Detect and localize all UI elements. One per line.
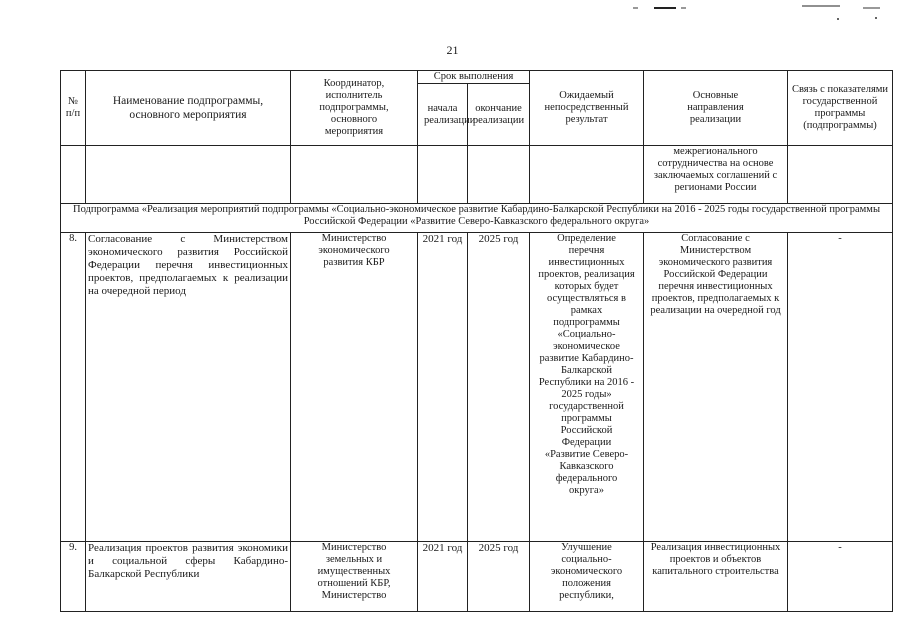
row-start: 2021 год xyxy=(418,233,468,542)
continuation-directions: межрегионального сотрудничества на основе заключаемых соглашений с регионами России xyxy=(644,146,788,204)
page-number: 21 xyxy=(446,43,459,57)
header-link: Связь с показателями государственной программы (подпрограммы) xyxy=(788,71,893,146)
row-end: 2025 год xyxy=(468,542,530,612)
header-coordinator: Координатор, исполнитель подпрограммы, основного мероприятия xyxy=(291,71,418,146)
row-expected: Улучшение социально-экономического положения республики, xyxy=(530,542,644,612)
row-link: - xyxy=(788,233,893,542)
row-expected: Определение перечня инвестиционных проектов, реализация которых будет осуществляться в рамках подпрограммы «Социально-экономическое развитие Кабардино-Балкарской Республики на 2016 - 2025 годы» государственной программы Российской Федерации «Развитие Северо-Кавказского федерального округа» xyxy=(530,233,644,542)
header-expected: Ожидаемый непосредственный результат xyxy=(530,71,644,146)
subprogram-title: Подпрограмма «Реализация мероприятий подпрограммы «Социально-экономическое развитие Кабардино-Балкарской Республики на 2016 - 2025 годы государственной программы Российской Федерации «Развитие Северо-Кавказского федерального округа» xyxy=(61,204,893,233)
table-row xyxy=(61,542,893,612)
scan-artifact-marks xyxy=(0,0,905,20)
table-row xyxy=(61,233,893,542)
row-start: 2021 год xyxy=(418,542,468,612)
row-num: 9. xyxy=(61,542,86,612)
row-name: Реализация проектов развития экономики и социальной сферы Кабардино-Балкарской Республики xyxy=(86,542,291,612)
table-row-continuation xyxy=(61,146,893,204)
row-directions: Реализация инвестиционных проектов и объектов капитального строительства xyxy=(644,542,788,612)
row-end: 2025 год xyxy=(468,233,530,542)
row-coordinator: Министерство экономического развития КБР xyxy=(291,233,418,542)
table-header-row xyxy=(61,71,893,84)
header-term: Срок выполнения xyxy=(418,71,530,84)
header-term-end: окончание реализации xyxy=(468,84,530,146)
header-name: Наименование подпрограммы, основного мероприятия xyxy=(86,71,291,146)
row-num: 8. xyxy=(61,233,86,542)
subprogram-row xyxy=(61,204,893,233)
header-num: № п/п xyxy=(61,71,86,146)
header-term-start: начала реализации xyxy=(418,84,468,146)
row-link: - xyxy=(788,542,893,612)
row-coordinator: Министерство земельных и имущественных отношений КБР, Министерство xyxy=(291,542,418,612)
row-directions: Согласование с Министерством экономического развития Российской Федерации перечня инвестиционных проектов, предполагаемых к реализации на очередной год xyxy=(644,233,788,542)
row-name: Согласование с Министерством экономического развития Российской Федерации перечня инвестиционных проектов, предполагаемых к реализации на очередной период xyxy=(86,233,291,542)
header-directions: Основные направления реализации xyxy=(644,71,788,146)
activities-table xyxy=(60,70,893,612)
